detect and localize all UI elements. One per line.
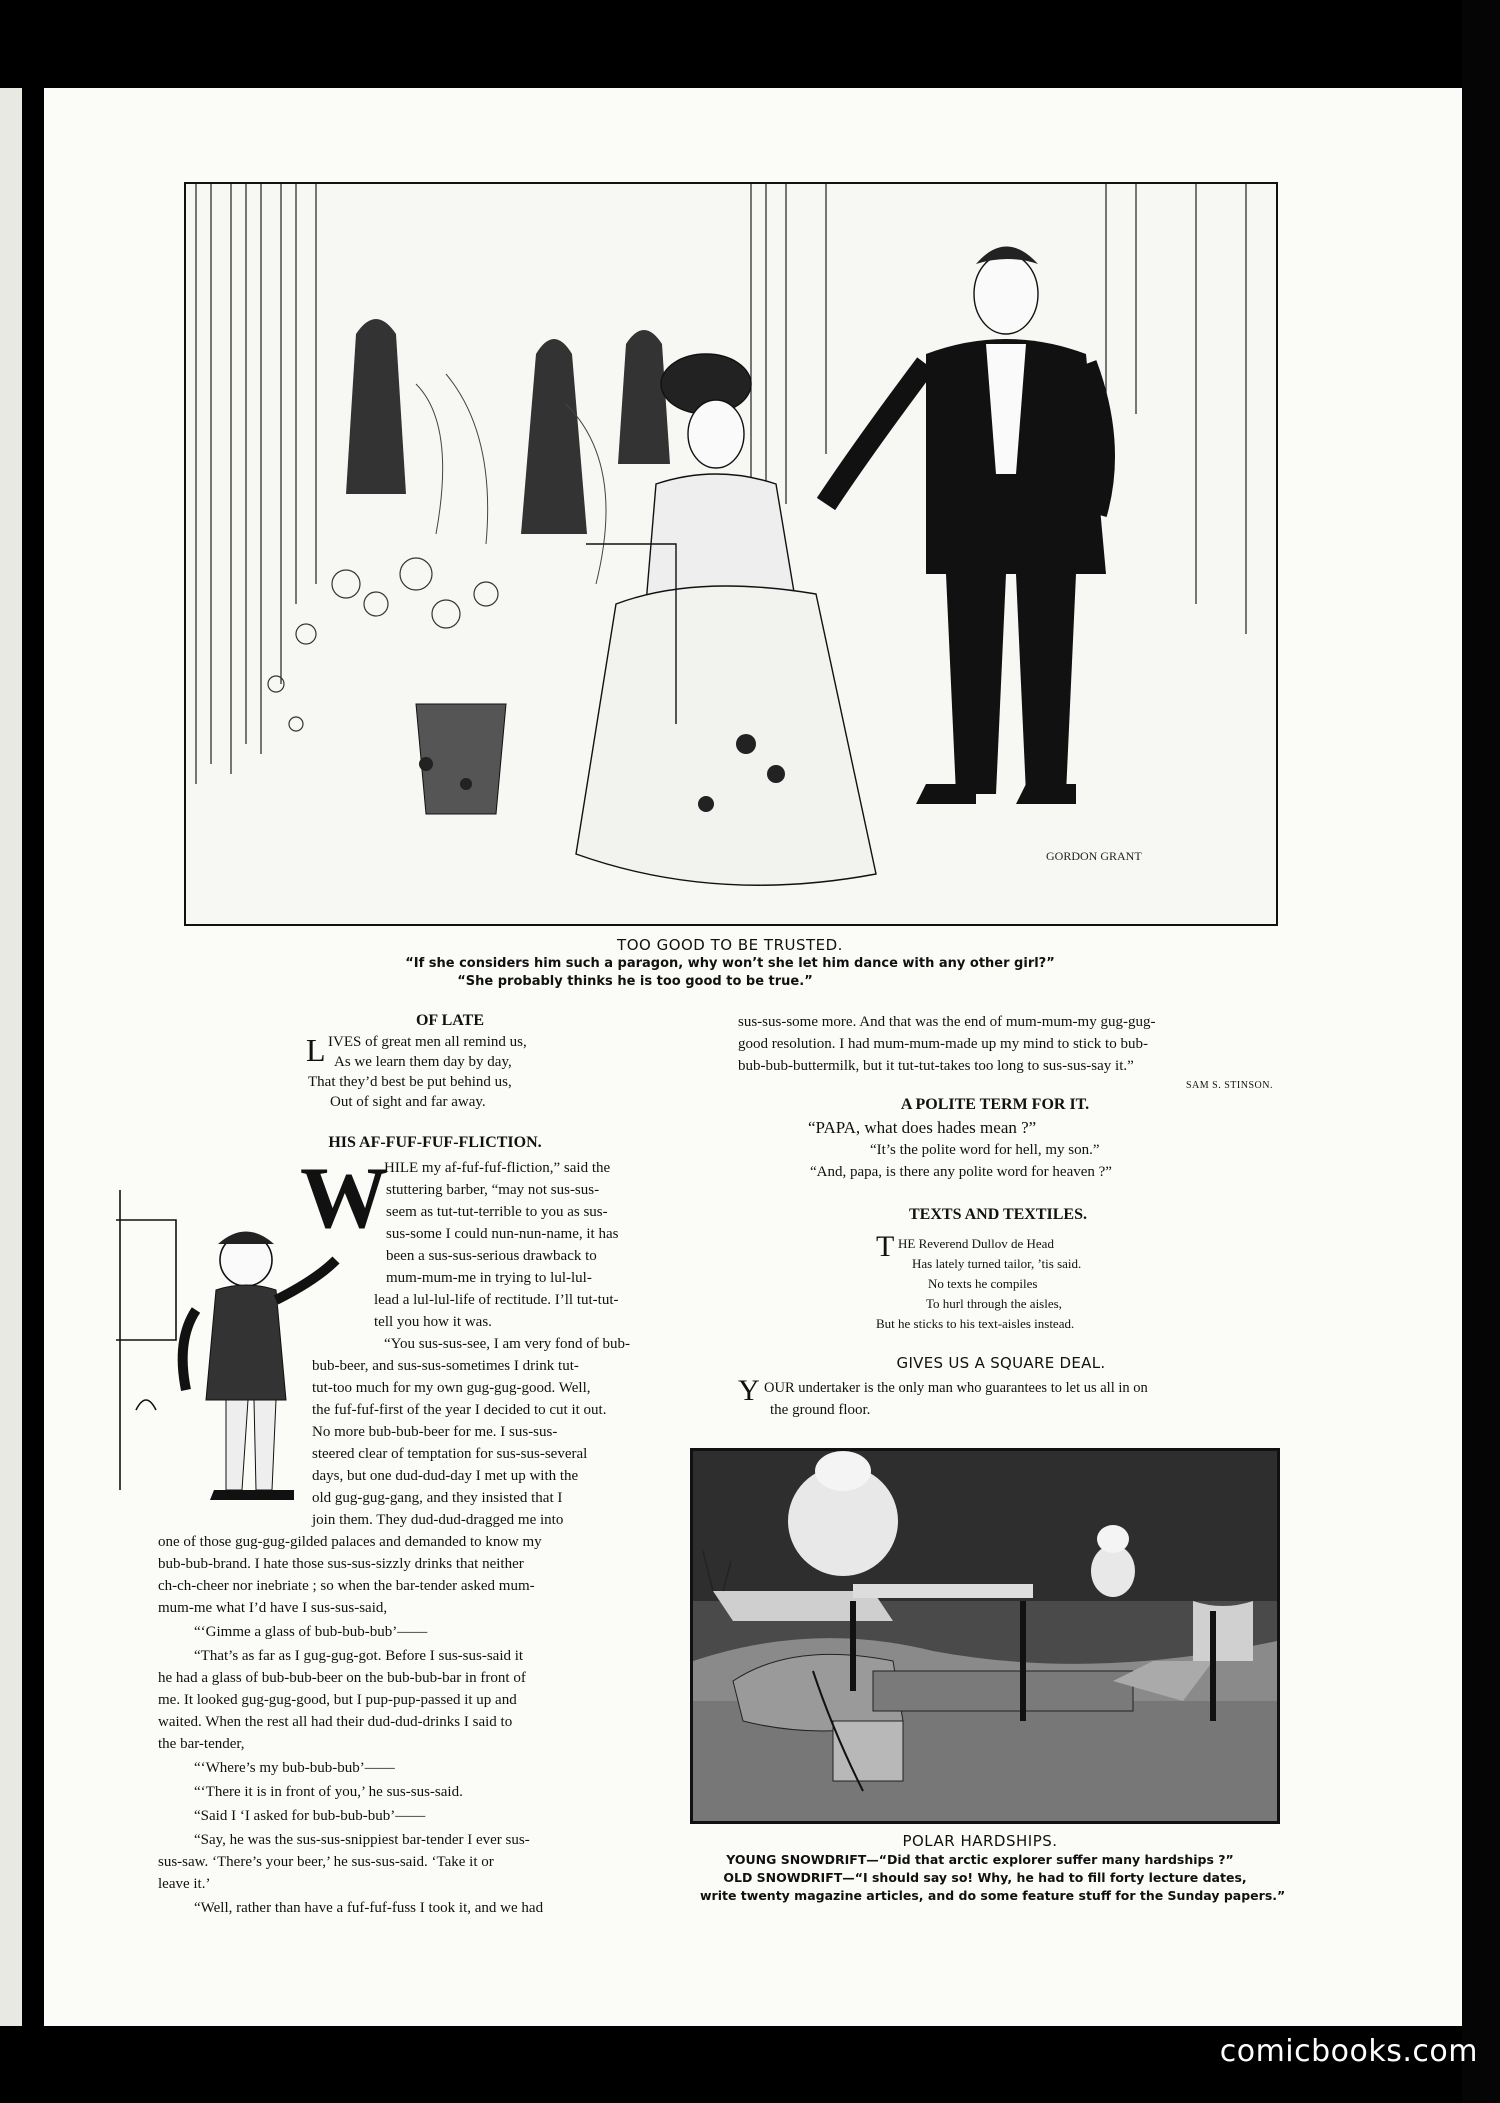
affliction-line: he had a glass of bub-bub-beer on the bub-bub-bar in front of	[158, 1670, 526, 1686]
top-cartoon-title: TOO GOOD TO BE TRUSTED.	[617, 936, 843, 954]
texts-textiles-dropcap: T	[876, 1230, 895, 1263]
polar-title: POLAR HARDSHIPS.	[902, 1832, 1058, 1850]
scan-border	[1462, 0, 1500, 2103]
square-deal-title: GIVES US A SQUARE DEAL.	[896, 1354, 1106, 1372]
affliction-line: “Said I ‘I asked for bub-bub-bub’——	[194, 1808, 426, 1824]
square-deal-line: OUR undertaker is the only man who guarantees to let us all in on	[764, 1380, 1148, 1396]
polar-hardships-illustration	[690, 1448, 1280, 1824]
of-late-title: OF LATE	[415, 1012, 484, 1029]
affliction-line: “Well, rather than have a fuf-fuf-fuss I took it, and we had	[194, 1900, 544, 1916]
polite-term-line: “And, papa, is there any polite word for heaven ?”	[810, 1164, 1112, 1180]
affliction-line: bub-beer, and sus-sus-sometimes I drink tut-	[312, 1358, 579, 1374]
affliction-line: mum-mum-me in trying to lul-lul-	[386, 1270, 592, 1286]
polar-caption-line2: OLD SNOWDRIFT—“I should say so! Why, he had to fill forty lecture dates,	[723, 1870, 1247, 1885]
affliction-line: No more bub-bub-beer for me. I sus-sus-	[312, 1424, 558, 1440]
of-late-line: As we learn them day by day,	[334, 1054, 512, 1070]
texts-textiles-line: To hurl through the aisles,	[926, 1296, 1062, 1311]
of-late-line: That they’d best be put behind us,	[308, 1074, 512, 1090]
texts-textiles-title: TEXTS AND TEXTILES.	[909, 1206, 1087, 1223]
affliction-continuation-line: sus-sus-some more. And that was the end of mum-mum-my gug-gug-	[738, 1014, 1156, 1030]
texts-textiles-line: No texts he compiles	[928, 1276, 1038, 1291]
affliction-line: been a sus-sus-serious drawback to	[386, 1248, 597, 1264]
affliction-line: join them. They dud-dud-dragged me into	[312, 1512, 564, 1528]
top-cartoon-caption-line2: “She probably thinks he is too good to be true.”	[457, 974, 813, 989]
affliction-continuation-line: bub-bub-buttermilk, but it tut-tut-takes too long to sus-sus-say it.”	[738, 1058, 1134, 1074]
affliction-dropcap-letter: W	[300, 1150, 388, 1247]
affliction-title: HIS AF-FUF-FUF-FLICTION.	[328, 1134, 542, 1151]
affliction-line: one of those gug-gug-gilded palaces and demanded to know my	[158, 1534, 542, 1550]
site-watermark: comicbooks.com	[1219, 2034, 1478, 2069]
affliction-line: me. It looked gug-gug-good, but I pup-pup-passed it up and	[158, 1692, 517, 1708]
polite-term-title: A POLITE TERM FOR IT.	[900, 1096, 1090, 1113]
texts-textiles-line: HE Reverend Dullov de Head	[898, 1236, 1054, 1251]
of-late-dropcap: L	[306, 1032, 326, 1068]
ballroom-illustration	[184, 182, 1278, 926]
polar-caption-line3: write twenty magazine articles, and do some feature stuff for the Sunday papers.”	[700, 1888, 1286, 1903]
affliction-line: sus-some I could nun-nun-name, it has	[386, 1226, 619, 1242]
polite-term-line: “PAPA, what does hades mean ?”	[808, 1118, 1037, 1137]
affliction-line: “That’s as far as I gug-gug-got. Before I sus-sus-said it	[194, 1648, 524, 1664]
square-deal-line: the ground floor.	[770, 1402, 871, 1418]
polite-term-line: “It’s the polite word for hell, my son.”	[870, 1142, 1100, 1158]
affliction-line: old gug-gug-gang, and they insisted that I	[312, 1490, 563, 1506]
affliction-line: sus-saw. ‘There’s your beer,’ he sus-sus-said. ‘Take it or	[158, 1854, 494, 1870]
texts-textiles-line: Has lately turned tailor, ’tis said.	[912, 1256, 1082, 1271]
affliction-line: leave it.’	[158, 1876, 211, 1892]
affliction-line: steered clear of temptation for sus-sus-several	[312, 1446, 588, 1462]
top-cartoon-caption-line1: “If she considers him such a paragon, why won’t she let him dance with any other girl?”	[405, 956, 1055, 971]
affliction-dropcap	[300, 1150, 388, 1247]
affliction-line: bub-bub-brand. I hate those sus-sus-sizzly drinks that neither	[158, 1556, 524, 1572]
affliction-line: “Say, he was the sus-sus-snippiest bar-tender I ever sus-	[194, 1832, 530, 1848]
affliction-line: “‘Gimme a glass of bub-bub-bub’——	[194, 1624, 428, 1640]
affliction-line: lead a lul-lul-life of rectitude. I’ll tut-tut-	[374, 1292, 619, 1308]
texts-textiles-line: But he sticks to his text-aisles instead.	[876, 1316, 1075, 1331]
affliction-continuation-line: good resolution. I had mum-mum-made up my mind to stick to bub-	[738, 1036, 1148, 1052]
of-late-line: Out of sight and far away.	[330, 1094, 486, 1110]
affliction-line: “‘There it is in front of you,’ he sus-sus-said.	[194, 1784, 463, 1800]
affliction-line: ch-ch-cheer nor inebriate ; so when the bar-tender asked mum-	[158, 1578, 535, 1594]
affliction-line: the fuf-fuf-first of the year I decided to cut it out.	[312, 1402, 607, 1418]
affliction-author: SAM S. STINSON.	[1186, 1080, 1273, 1091]
affliction-line: HILE my af-fuf-fuf-fliction,” said the	[384, 1160, 611, 1176]
affliction-line: days, but one dud-dud-day I met up with the	[312, 1468, 579, 1484]
illustrator-signature: GORDON GRANT	[1046, 849, 1142, 863]
affliction-line: tell you how it was.	[374, 1314, 492, 1330]
affliction-line: “You sus-sus-see, I am very fond of bub-	[384, 1336, 630, 1352]
adjacent-page-edge	[0, 88, 22, 2026]
square-deal-dropcap: Y	[738, 1374, 760, 1407]
affliction-line: mum-me what I’d have I sus-sus-said,	[158, 1600, 388, 1616]
affliction-line: stuttering barber, “may not sus-sus-	[386, 1182, 600, 1198]
affliction-line: the bar-tender,	[158, 1736, 245, 1752]
affliction-line: “‘Where’s my bub-bub-bub’——	[194, 1760, 395, 1776]
affliction-line: tut-too much for my own gug-gug-good. Well,	[312, 1380, 591, 1396]
affliction-line: waited. When the rest all had their dud-dud-drinks I said to	[158, 1714, 513, 1730]
affliction-line: seem as tut-tut-terrible to you as sus-	[386, 1204, 608, 1220]
polar-caption-line1: YOUNG SNOWDRIFT—“Did that arctic explorer suffer many hardships ?”	[726, 1852, 1234, 1867]
of-late-line: IVES of great men all remind us,	[328, 1034, 527, 1050]
